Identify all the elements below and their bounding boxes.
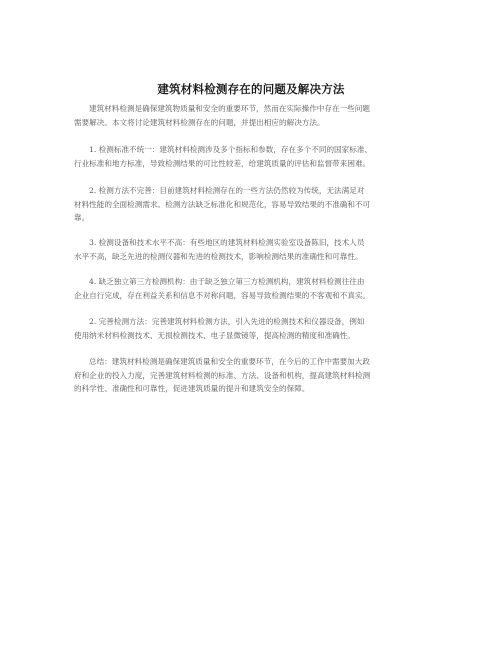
paragraph-line: 1. 检测标准不统一：建筑材料检测涉及多个指标和参数，存在多个不同的国家标准、 <box>89 145 373 154</box>
paragraph-line: 3. 检测设备和技术水平不高：有些地区的建筑材料检测实验室设备陈旧，技术人员 <box>89 238 365 247</box>
paragraph-summary <box>74 355 446 396</box>
paragraph-line: 2. 检测方法不完善：目前建筑材料检测存在的一些方法仍然较为传统，无法满足对 <box>89 186 365 195</box>
paragraph-line: 水平不高，缺乏先进的检测仪器和先进的检测技术，影响检测结果的准确性和可靠性。 <box>74 251 363 261</box>
paragraph-line: 4. 缺乏独立第三方检测机构：由于缺乏独立第三方检测机构，建筑材料检测往往由 <box>89 277 365 286</box>
paragraph-item-3 <box>74 236 446 263</box>
paragraph-line: 的科学性、准确性和可靠性，促进建筑质量的提升和建筑安全的保障。 <box>74 384 310 393</box>
paragraph-line: 行业标准和地方标准，导致检测结果的可比性较差，给建筑质量的评估和监督带来困难。 <box>74 158 371 168</box>
paragraph-line: 企业自行完成，存在利益关系和信息不对称问题，容易导致检测结果的不客观和不真实。 <box>74 290 371 300</box>
paragraph-item-2 <box>74 184 446 225</box>
paragraph-item-solution-2 <box>74 315 446 342</box>
paragraph-item-4 <box>74 275 446 302</box>
paragraph-line: 2. 完善检测方法：完善建筑材料检测方法，引入先进的检测技术和仪器设备，例如 <box>89 317 365 326</box>
paragraph-intro <box>74 102 446 129</box>
paragraph-line: 需要解决。本文将讨论建筑材料检测存在的问题，并提出相应的解决方法。 <box>74 117 325 127</box>
paragraph-line: 材料性能的全面检测需求。检测方法缺乏标准化和规范化，容易导致结果的不准确和不可 <box>74 199 371 209</box>
paragraph-line: 府和企业的投入力度，完善建筑材料检测的标准、方法、设备和机构，提高建筑材料检测 <box>74 370 371 380</box>
paragraph-item-1 <box>74 143 446 170</box>
paragraph-line: 总结：建筑材料检测是确保建筑质量和安全的重要环节，在今后的工作中需要加大政 <box>89 357 370 366</box>
paragraph-line: 靠。 <box>74 213 90 222</box>
document-title: 建筑材料检测存在的问题及解决方法 <box>157 82 345 96</box>
paragraph-line: 使用纳米材料检测技术、无损检测技术、电子显微镜等，提高检测的精度和准确性。 <box>74 330 355 340</box>
paragraph-line: 建筑材料检测是确保建筑物质量和安全的重要环节，然而在实际操作中存在一些问题 <box>89 104 370 113</box>
